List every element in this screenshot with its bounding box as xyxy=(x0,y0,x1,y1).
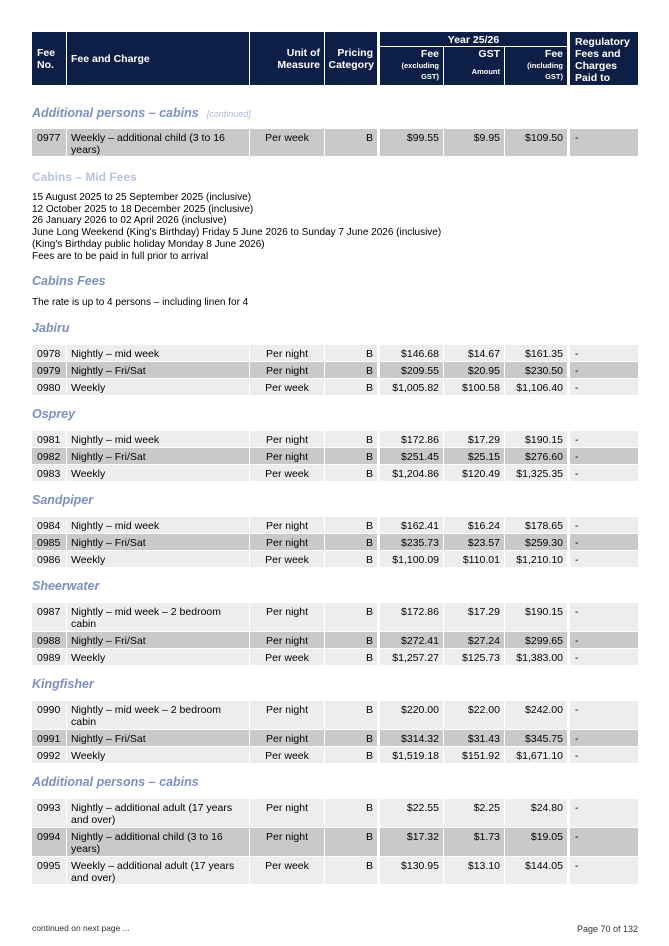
pricing-category: B xyxy=(325,828,377,856)
fee-number: 0990 xyxy=(32,701,66,729)
fee-number: 0978 xyxy=(32,345,66,361)
fee-including-gst: $299.65 xyxy=(505,632,567,648)
mid-fees-line: Fees are to be paid in full prior to arrival xyxy=(32,250,209,262)
header-year: Year 25/26 xyxy=(380,32,567,46)
fee-number: 0991 xyxy=(32,730,66,746)
fee-description-line: Nightly – additional child (3 to 16 xyxy=(71,831,223,843)
pricing-category: B xyxy=(325,534,377,550)
fee-description-line: years) xyxy=(71,144,101,156)
fee-excluding-gst: $130.95 xyxy=(380,857,443,884)
mid-fees-line: 15 August 2025 to 25 September 2025 (inclusive) xyxy=(32,192,252,203)
unit-of-measure: Per night xyxy=(250,431,324,447)
regulatory-paid-to: - xyxy=(570,799,638,827)
fee-number: 0985 xyxy=(32,534,66,550)
fee-description xyxy=(67,701,249,729)
fee-including-gst: $1,671.10 xyxy=(505,747,567,763)
gst-amount: $13.10 xyxy=(444,857,504,884)
section-title-sandpiper: Sandpiper xyxy=(32,493,94,507)
fee-description-line: Weekly – additional adult (17 years xyxy=(71,860,235,872)
fee-description xyxy=(67,465,249,481)
mid-fees-text xyxy=(32,192,441,262)
unit-of-measure: Per week xyxy=(250,129,324,156)
fee-description xyxy=(67,632,249,648)
regulatory-paid-to: - xyxy=(570,603,638,631)
section-title-osprey: Osprey xyxy=(32,407,76,421)
fee-excluding-gst: $172.86 xyxy=(380,431,443,447)
fee-number: 0993 xyxy=(32,799,66,827)
unit-of-measure: Per night xyxy=(250,799,324,827)
pricing-category: B xyxy=(325,379,377,395)
unit-of-measure: Per week xyxy=(250,551,324,567)
gst-amount: $25.15 xyxy=(444,448,504,464)
unit-of-measure: Per night xyxy=(250,828,324,856)
fee-description-line: years) xyxy=(71,843,101,855)
fee-number: 0989 xyxy=(32,649,66,665)
section-title-mid-fees: Cabins – Mid Fees xyxy=(32,170,137,184)
fee-description-line: Nightly – additional adult (17 years xyxy=(71,802,233,814)
fee-excluding-gst: $1,519.18 xyxy=(380,747,443,763)
fee-description-line: cabin xyxy=(71,716,97,728)
header-unit-of-measure: Unit of Measure xyxy=(250,32,324,85)
pricing-category: B xyxy=(325,345,377,361)
fee-including-gst: $242.00 xyxy=(505,701,567,729)
regulatory-paid-to: - xyxy=(570,465,638,481)
gst-amount: $110.01 xyxy=(444,551,504,567)
fee-number: 0982 xyxy=(32,448,66,464)
pricing-category: B xyxy=(325,517,377,533)
fee-description xyxy=(67,828,249,856)
fee-including-gst: $1,106.40 xyxy=(505,379,567,395)
unit-of-measure: Per night xyxy=(250,517,324,533)
fee-description xyxy=(67,345,249,361)
header-gst-amount: GST Amount xyxy=(444,47,504,85)
fee-description xyxy=(67,431,249,447)
fee-description xyxy=(67,649,249,665)
gst-amount: $23.57 xyxy=(444,534,504,550)
unit-of-measure: Per week xyxy=(250,465,324,481)
regulatory-paid-to: - xyxy=(570,701,638,729)
unit-of-measure: Per week xyxy=(250,747,324,763)
pricing-category: B xyxy=(325,730,377,746)
pricing-category: B xyxy=(325,448,377,464)
pricing-category: B xyxy=(325,799,377,827)
gst-amount: $100.58 xyxy=(444,379,504,395)
regulatory-paid-to: - xyxy=(570,649,638,665)
gst-amount: $125.73 xyxy=(444,649,504,665)
unit-of-measure: Per night xyxy=(250,362,324,378)
unit-of-measure: Per week xyxy=(250,857,324,884)
regulatory-paid-to: - xyxy=(570,362,638,378)
fee-description xyxy=(67,747,249,763)
pricing-category: B xyxy=(325,701,377,729)
pricing-category: B xyxy=(325,603,377,631)
fee-description xyxy=(67,362,249,378)
section-title-sheerwater: Sheerwater xyxy=(32,579,100,593)
regulatory-paid-to: - xyxy=(570,551,638,567)
fee-including-gst: $230.50 xyxy=(505,362,567,378)
pricing-category: B xyxy=(325,632,377,648)
regulatory-paid-to: - xyxy=(570,534,638,550)
fee-excluding-gst: $99.55 xyxy=(380,129,443,156)
regulatory-paid-to: - xyxy=(570,747,638,763)
fee-including-gst: $19.05 xyxy=(505,828,567,856)
fee-description-line: Nightly – mid week xyxy=(71,520,160,532)
fee-number: 0986 xyxy=(32,551,66,567)
fee-including-gst: $144.05 xyxy=(505,857,567,884)
fee-description-line: Nightly – Fri/Sat xyxy=(71,365,146,377)
fee-excluding-gst: $209.55 xyxy=(380,362,443,378)
fee-excluding-gst: $314.32 xyxy=(380,730,443,746)
pricing-category: B xyxy=(325,465,377,481)
fee-excluding-gst: $1,257.27 xyxy=(380,649,443,665)
regulatory-paid-to: - xyxy=(570,517,638,533)
fee-excluding-gst: $1,005.82 xyxy=(380,379,443,395)
fee-number: 0984 xyxy=(32,517,66,533)
pricing-category: B xyxy=(325,747,377,763)
fee-including-gst: $190.15 xyxy=(505,603,567,631)
fee-excluding-gst: $235.73 xyxy=(380,534,443,550)
pricing-category: B xyxy=(325,431,377,447)
fee-description-line: Nightly – Fri/Sat xyxy=(71,451,146,463)
fee-description-line: Weekly xyxy=(71,554,106,566)
pricing-category: B xyxy=(325,551,377,567)
regulatory-paid-to: - xyxy=(570,431,638,447)
unit-of-measure: Per night xyxy=(250,345,324,361)
fee-excluding-gst: $220.00 xyxy=(380,701,443,729)
fee-description xyxy=(67,129,249,156)
fee-description xyxy=(67,857,249,884)
fee-description xyxy=(67,551,249,567)
fee-including-gst: $1,383.00 xyxy=(505,649,567,665)
regulatory-paid-to: - xyxy=(570,730,638,746)
fee-description-line: Weekly xyxy=(71,750,106,762)
fee-number: 0988 xyxy=(32,632,66,648)
fee-number: 0983 xyxy=(32,465,66,481)
regulatory-paid-to: - xyxy=(570,129,638,156)
regulatory-paid-to: - xyxy=(570,448,638,464)
fee-description-line: cabin xyxy=(71,618,97,630)
unit-of-measure: Per night xyxy=(250,448,324,464)
fee-number: 0994 xyxy=(32,828,66,856)
fee-including-gst: $1,325.35 xyxy=(505,465,567,481)
page-number: Page 70 of 132 xyxy=(576,924,638,934)
fee-excluding-gst: $22.55 xyxy=(380,799,443,827)
gst-amount: $120.49 xyxy=(444,465,504,481)
fee-description-line: Nightly – mid week – 2 bedroom xyxy=(71,704,221,716)
fee-description xyxy=(67,799,249,827)
gst-amount: $151.92 xyxy=(444,747,504,763)
regulatory-paid-to: - xyxy=(570,632,638,648)
mid-fees-line: (King's Birthday public holiday Monday 8 June 2026) xyxy=(32,238,265,250)
fee-including-gst: $345.75 xyxy=(505,730,567,746)
fee-description xyxy=(67,603,249,631)
unit-of-measure: Per night xyxy=(250,701,324,729)
gst-amount: $9.95 xyxy=(444,129,504,156)
gst-amount: $17.29 xyxy=(444,603,504,631)
fee-excluding-gst: $172.86 xyxy=(380,603,443,631)
pricing-category: B xyxy=(325,857,377,884)
unit-of-measure: Per week xyxy=(250,379,324,395)
fee-including-gst: $259.30 xyxy=(505,534,567,550)
mid-fees-line: 12 October 2025 to 18 December 2025 (inclusive) xyxy=(32,203,254,215)
pricing-category: B xyxy=(325,129,377,156)
gst-amount: $22.00 xyxy=(444,701,504,729)
fee-description-line: and over) xyxy=(71,814,116,826)
fee-excluding-gst: $17.32 xyxy=(380,828,443,856)
header-regulatory: Regulatory Fees and Charges Paid to xyxy=(570,32,638,85)
fee-description xyxy=(67,379,249,395)
fee-description-line: Weekly xyxy=(71,382,106,394)
fee-number: 0977 xyxy=(32,129,66,156)
fee-number: 0980 xyxy=(32,379,66,395)
fee-number: 0992 xyxy=(32,747,66,763)
gst-amount: $20.95 xyxy=(444,362,504,378)
fee-description-line: and over) xyxy=(71,872,116,884)
fee-including-gst: $178.65 xyxy=(505,517,567,533)
fee-description-line: Nightly – Fri/Sat xyxy=(71,635,146,647)
fee-description xyxy=(67,534,249,550)
gst-amount: $16.24 xyxy=(444,517,504,533)
gst-amount: $1.73 xyxy=(444,828,504,856)
fee-including-gst: $190.15 xyxy=(505,431,567,447)
fee-description-line: Nightly – mid week – 2 bedroom xyxy=(71,606,221,618)
fee-excluding-gst: $146.68 xyxy=(380,345,443,361)
fee-number: 0981 xyxy=(32,431,66,447)
fee-excluding-gst: $1,100.09 xyxy=(380,551,443,567)
fee-description-line: Nightly – Fri/Sat xyxy=(71,537,146,549)
fee-number: 0995 xyxy=(32,857,66,884)
fee-number: 0979 xyxy=(32,362,66,378)
gst-amount: $27.24 xyxy=(444,632,504,648)
regulatory-paid-to: - xyxy=(570,828,638,856)
section-title-jabiru: Jabiru xyxy=(32,321,70,335)
unit-of-measure: Per night xyxy=(250,632,324,648)
fee-description-line: Nightly – mid week xyxy=(71,348,160,360)
header-fee-including-gst: Fee (including GST) xyxy=(505,47,567,85)
pricing-category: B xyxy=(325,649,377,665)
gst-amount: $14.67 xyxy=(444,345,504,361)
fee-including-gst: $1,210.10 xyxy=(505,551,567,567)
gst-amount: $2.25 xyxy=(444,799,504,827)
regulatory-paid-to: - xyxy=(570,379,638,395)
section-title-cabins-fees: Cabins Fees xyxy=(32,274,106,288)
header-fee-no: Fee No. xyxy=(32,32,66,85)
unit-of-measure: Per night xyxy=(250,730,324,746)
header-fee-excluding-gst: Fee (excluding GST) xyxy=(380,47,443,85)
cabins-fees-text: The rate is up to 4 persons – including linen for 4 xyxy=(32,297,249,308)
regulatory-paid-to: - xyxy=(570,857,638,884)
unit-of-measure: Per night xyxy=(250,603,324,631)
fee-description-line: Weekly – additional child (3 to 16 xyxy=(71,132,225,144)
continued-note: continued on next page ... xyxy=(32,923,130,933)
gst-amount: $31.43 xyxy=(444,730,504,746)
fee-description-line: Weekly xyxy=(71,468,106,480)
section-title-additional-persons-continued: Additional persons – cabins [continued] xyxy=(32,106,251,120)
header-pricing-category: Pricing Category xyxy=(325,32,377,85)
fee-including-gst: $109.50 xyxy=(505,129,567,156)
fee-including-gst: $24.80 xyxy=(505,799,567,827)
fee-including-gst: $276.60 xyxy=(505,448,567,464)
section-title-additional-persons: Additional persons – cabins xyxy=(32,775,199,789)
fee-description xyxy=(67,448,249,464)
gst-amount: $17.29 xyxy=(444,431,504,447)
section-title-kingfisher: Kingfisher xyxy=(32,677,94,691)
unit-of-measure: Per week xyxy=(250,649,324,665)
fee-description xyxy=(67,730,249,746)
fee-excluding-gst: $1,204.86 xyxy=(380,465,443,481)
fee-description-line: Nightly – Fri/Sat xyxy=(71,733,146,745)
header-fee-and-charge: Fee and Charge xyxy=(67,32,249,85)
regulatory-paid-to: - xyxy=(570,345,638,361)
mid-fees-line: June Long Weekend (King's Birthday) Friday 5 June 2026 to Sunday 7 June 2026 (inclusive) xyxy=(32,227,442,239)
fee-excluding-gst: $272.41 xyxy=(380,632,443,648)
fee-description xyxy=(67,517,249,533)
pricing-category: B xyxy=(325,362,377,378)
fee-excluding-gst: $251.45 xyxy=(380,448,443,464)
mid-fees-line: 26 January 2026 to 02 April 2026 (inclusive) xyxy=(32,215,227,227)
unit-of-measure: Per night xyxy=(250,534,324,550)
fee-excluding-gst: $162.41 xyxy=(380,517,443,533)
fee-number: 0987 xyxy=(32,603,66,631)
fee-description-line: Nightly – mid week xyxy=(71,434,160,446)
fee-description-line: Weekly xyxy=(71,652,106,664)
fee-including-gst: $161.35 xyxy=(505,345,567,361)
